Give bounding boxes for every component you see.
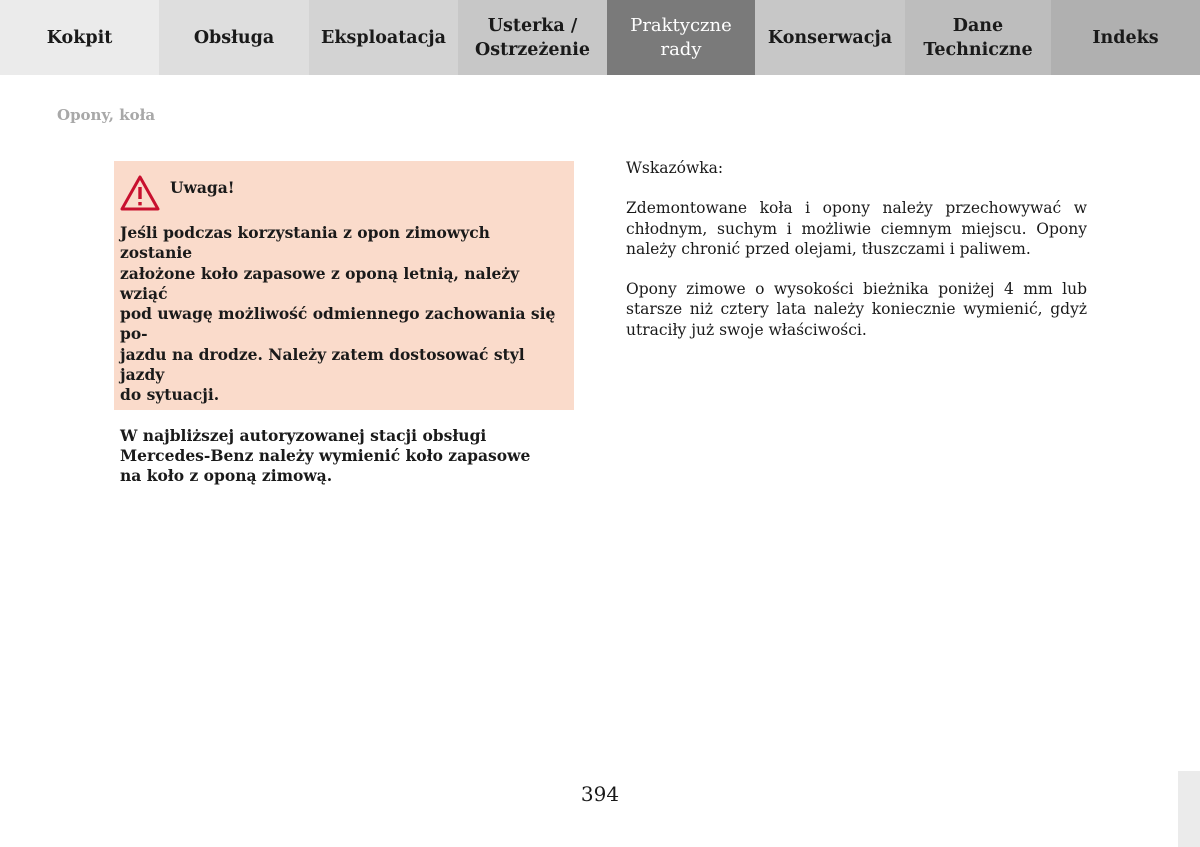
note-paragraph: Zdemontowane koła i opony należy przechowywać w chłodnym, suchym i możliwie ciemnym miejscu. Opony należy chronić przed olejami, tłuszczami i paliwem. xyxy=(626,199,1087,258)
note-column xyxy=(626,158,1087,360)
page-edge-marker xyxy=(1178,771,1200,847)
warning-header xyxy=(120,173,568,213)
page-number: 394 xyxy=(580,782,620,806)
warning-triangle-icon xyxy=(120,175,160,211)
section-title: Opony, koła xyxy=(57,106,156,124)
tab-konserwacja[interactable]: Konserwacja xyxy=(755,0,905,75)
tab-praktyczne-rady[interactable]: Praktyczne rady xyxy=(607,0,755,75)
warning-box xyxy=(114,161,574,486)
warning-title: Uwaga! xyxy=(170,177,235,197)
tab-eksploatacja[interactable]: Eksploatacja xyxy=(309,0,458,75)
tab-indeks[interactable]: Indeks xyxy=(1051,0,1200,75)
tab-usterka-ostrzezenie[interactable]: Usterka / Ostrzeżenie xyxy=(458,0,607,75)
tab-kokpit[interactable]: Kokpit xyxy=(0,0,159,75)
chapter-tabs xyxy=(0,0,1200,75)
note-paragraph: Opony zimowe o wysokości bieżnika poniżej 4 mm lub starsze niż cztery lata należy koniecznie wymienić, gdyż utraciły już swoje właściwości. xyxy=(626,280,1087,339)
tab-dane-techniczne[interactable]: Dane Techniczne xyxy=(905,0,1051,75)
tab-obsluga[interactable]: Obsługa xyxy=(159,0,309,75)
warning-paragraph: Jeśli podczas korzystania z opon zimowych zostanie założone koło zapasowe z oponą letnią, należy wziąć pod uwagę możliwość odmiennego zachowania się po- jazdu na drodze. Należy zatem dostosować styl jazdy do sytuacji. xyxy=(120,223,556,405)
note-label: Wskazówka: xyxy=(626,159,724,177)
warning-paragraph: W najbliższej autoryzowanej stacji obsługi Mercedes-Benz należy wymienić koło zapasowe na koło z oponą zimową. xyxy=(120,425,531,486)
